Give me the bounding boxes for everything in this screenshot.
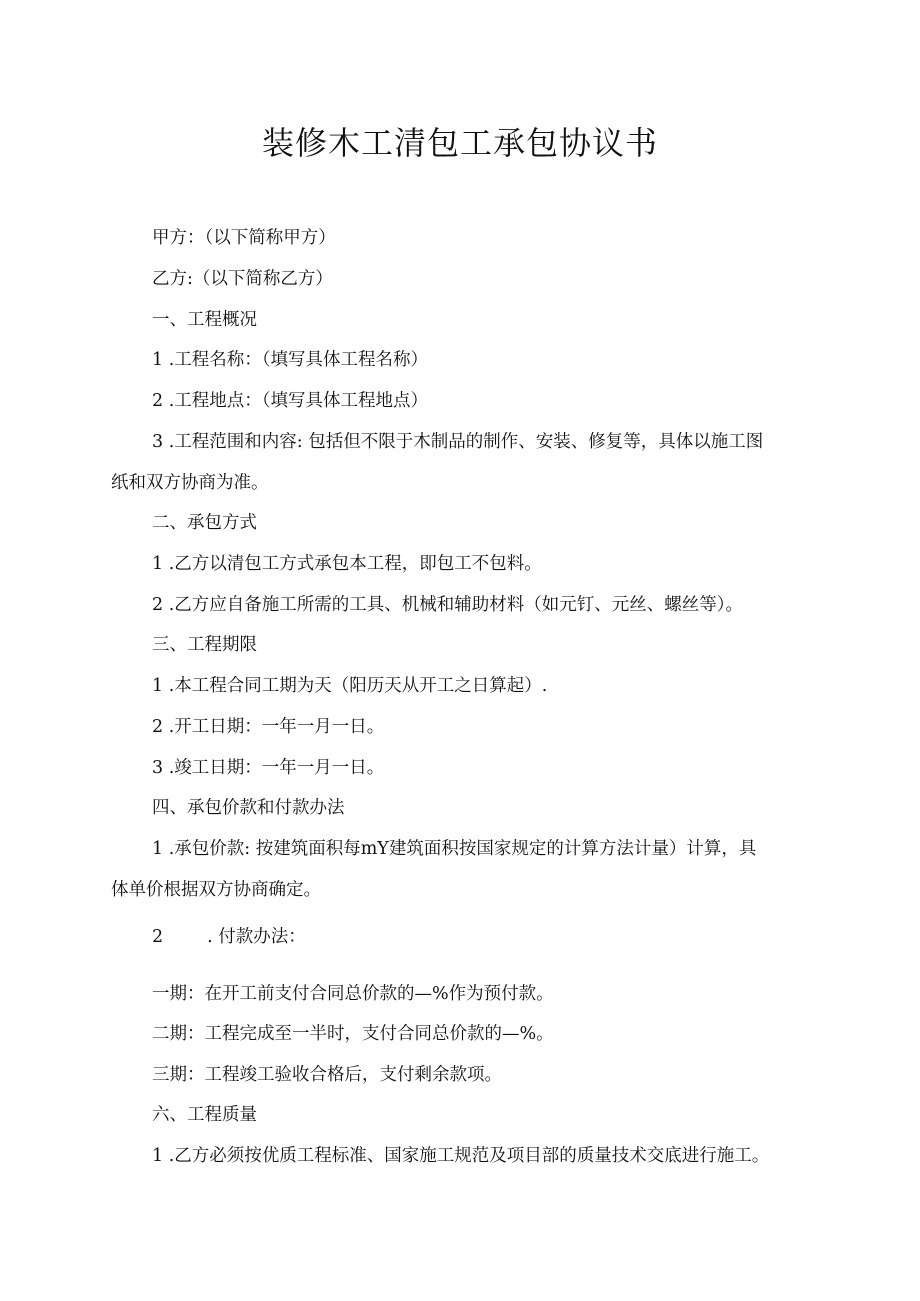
party-b-line: 乙方:（以下简称乙方） — [152, 269, 333, 289]
section-4-item-1-line-1: 1 .承包价款: 按建筑面积每mY建筑面积按国家规定的计算方法计量）计算，具 — [152, 839, 757, 859]
section-3-item-1: 1 .本工程合同工期为天（阳历天从开工之日算起）. — [152, 676, 548, 696]
section-3-item-3: 3 .竣工日期：一年一月一日。 — [152, 758, 385, 778]
section-3-heading: 三、工程期限 — [152, 635, 257, 655]
section-4-item-2-number: 2 — [152, 927, 164, 947]
section-1-item-3-line-1: 3 .工程范围和内容: 包括但不限于木制品的制作、安装、修复等，具体以施工图 — [152, 432, 764, 452]
section-1-item-1: 1 .工程名称：（填写具体工程名称） — [152, 350, 429, 370]
section-2-heading: 二、承包方式 — [152, 513, 257, 533]
section-1-item-3-line-2: 纸和双方协商为准。 — [111, 473, 269, 493]
payment-phase-2: 二期：工程完成至一半时，支付合同总价款的—%。 — [152, 1024, 554, 1044]
document-title: 装修木工清包工承包协议书 — [261, 124, 658, 162]
section-4-item-2-text: . 付款办法： — [207, 927, 306, 947]
payment-phase-3: 三期：工程竣工验收合格后，支付剩余款项。 — [152, 1065, 502, 1085]
section-4-heading: 四、承包价款和付款办法 — [152, 798, 345, 818]
section-6-heading: 六、工程质量 — [152, 1105, 257, 1125]
section-1-item-2: 2 .工程地点：（填写具体工程地点） — [152, 391, 429, 411]
party-a-line: 甲方：（以下简称甲方） — [152, 228, 336, 248]
payment-phase-1: 一期：在开工前支付合同总价款的—%作为预付款。 — [152, 984, 554, 1004]
section-2-item-1: 1 .乙方以清包工方式承包本工程，即包工不包料。 — [152, 554, 542, 574]
section-4-item-1-line-2: 体单价根据双方协商确定。 — [111, 880, 321, 900]
section-6-item-1: 1 .乙方必须按优质工程标准、国家施工规范及项目部的质量技术交底进行施工。 — [152, 1146, 770, 1166]
section-1-heading: 一、工程概况 — [152, 310, 257, 330]
section-4-item-2 — [152, 925, 306, 949]
section-2-item-2: 2 .乙方应自备施工所需的工具、机械和辅助材料（如元钉、元丝、螺丝等）。 — [152, 595, 744, 615]
section-3-item-2: 2 .开工日期：一年一月一日。 — [152, 717, 385, 737]
